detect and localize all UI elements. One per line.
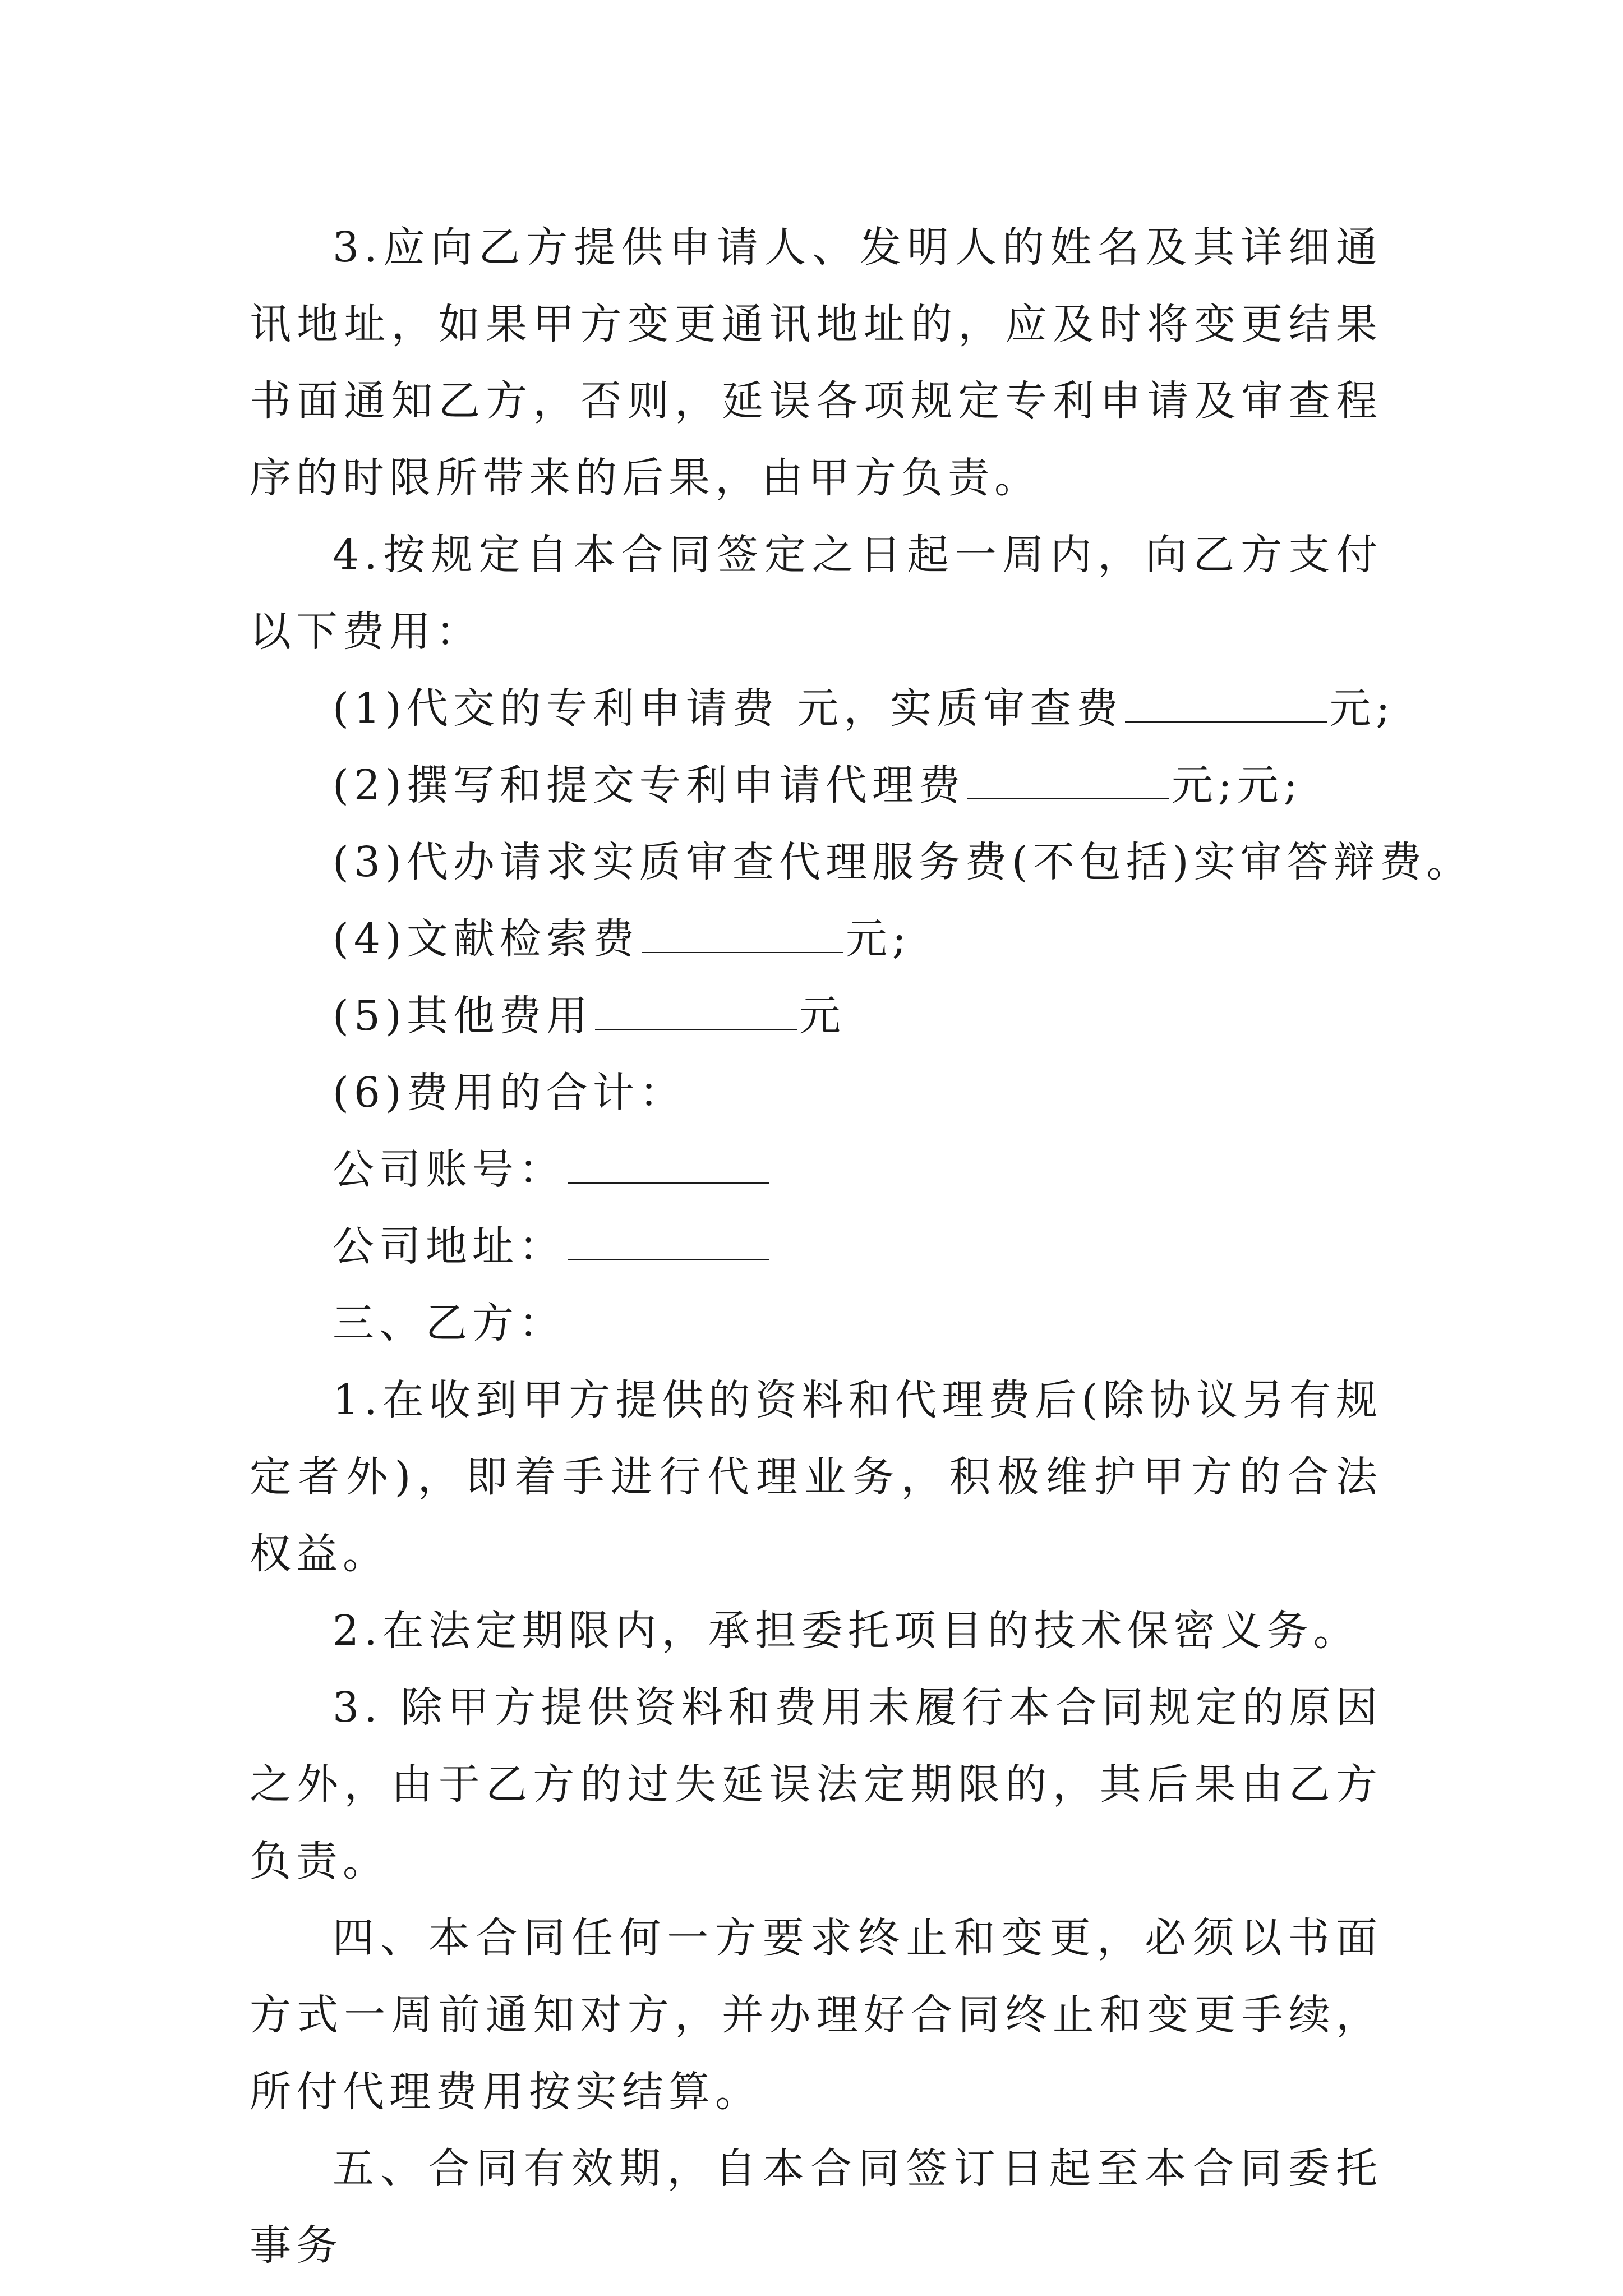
clause-party-b-3: 3. 除甲方提供资料和费用未履行本合同规定的原因之外，由于乙方的过失延误法定期限的，其后果由乙方负责。 [250,1683,1382,1885]
fee-item-5-blank [595,990,797,1030]
clause-party-b-2: 2.在法定期限内，承担委托项目的技术保密义务。 [333,1607,1360,1655]
clause-party-a-4: 4.按规定自本合同签定之日起一周内，向乙方支付以下费用： [250,531,1382,656]
fee-item-4 [250,901,1382,978]
fee-item-6: (6)费用的合计： [333,1069,686,1117]
section-3-heading: 三、乙方： [333,1299,565,1347]
company-account-line [250,1131,1382,1208]
fee-item-5 [250,978,1382,1055]
fee-item-3: (3)代办请求实质审查代理服务费(不包括)实审答辩费。 [333,838,1473,886]
fee-item-5-text: (5)其他费用 [333,992,593,1040]
document-body [250,209,1473,2284]
company-account-blank [568,1143,769,1184]
fee-item-2-text: (2)撰写和提交专利申请代理费 [333,761,965,809]
section-4-termination: 四、本合同任何一方要求终止和变更，必须以书面方式一周前通知对方，并办理好合同终止和变更手续，所付代理费用按实结算。 [250,1914,1382,2116]
fee-item-5-unit: 元 [799,992,846,1040]
fee-item-4-blank [642,913,843,953]
fee-item-4-text: (4)文献检索费 [333,915,639,963]
company-address-line [250,1208,1382,1285]
fee-item-1-unit: 元; [1329,684,1395,733]
fee-item-4-unit: 元; [845,915,911,963]
fee-item-1 [250,670,1395,747]
fee-item-2-blank [967,759,1169,799]
clause-party-b-1: 1.在收到甲方提供的资料和代理费后(除协议另有规定者外)，即着手进行代理业务，积极维护甲方的合法权益。 [250,1376,1382,1578]
company-address-label: 公司地址： [333,1222,565,1271]
company-address-blank [568,1220,769,1260]
fee-item-2 [250,747,1382,824]
section-5-validity: 五、合同有效期，自本合同签订日起至本合同委托事务 [250,2145,1382,2270]
fee-item-1-text: (1)代交的专利申请费 元，实质审查费 [333,684,1123,733]
company-account-label: 公司账号： [333,1145,565,1194]
fee-item-1-blank [1125,682,1327,723]
fee-item-2-unit: 元;元; [1171,761,1303,809]
clause-party-a-3: 3.应向乙方提供申请人、发明人的姓名及其详细通讯地址，如果甲方变更通讯地址的，应及时将变更结果书面通知乙方，否则，延误各项规定专利申请及审查程序的时限所带来的后果，由甲方负责。 [250,223,1382,502]
